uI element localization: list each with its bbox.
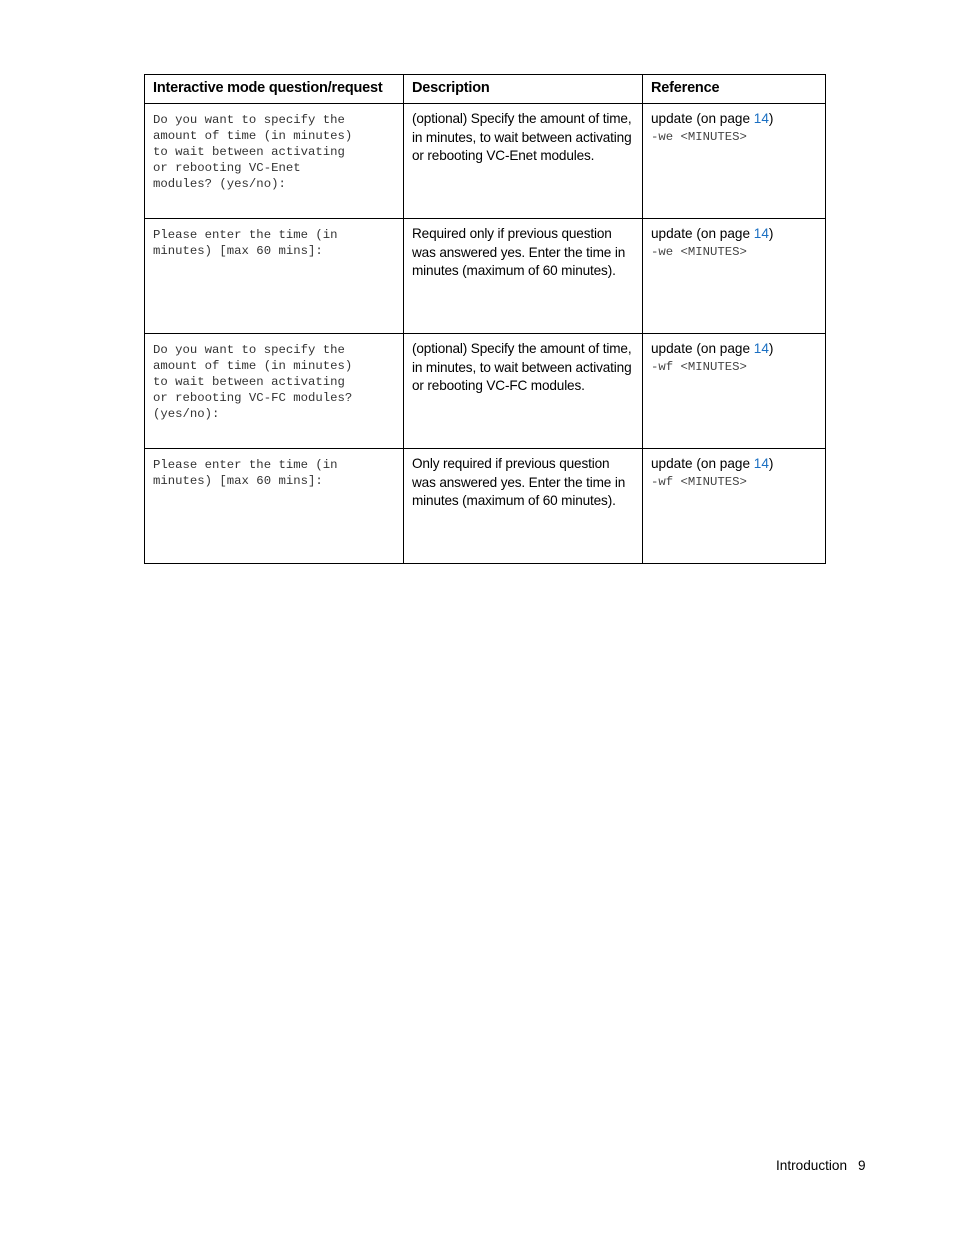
question-text: Please enter the time (in minutes) [max 60 mins]:	[153, 228, 338, 258]
description-cell	[404, 449, 643, 564]
description-text: (optional) Specify the amount of time, in minutes, to wait between activating or rebooting VC-Enet modules.	[412, 111, 632, 163]
page-link[interactable]: 14	[753, 111, 769, 126]
header-reference: Reference	[643, 75, 826, 104]
table-row	[145, 334, 826, 449]
reference-table	[144, 74, 826, 564]
question-text: Please enter the time (in minutes) [max 60 mins]:	[153, 458, 338, 488]
footer-section: Introduction	[776, 1158, 848, 1173]
reference-cell	[643, 219, 826, 334]
description-cell	[404, 219, 643, 334]
question-cell	[145, 449, 404, 564]
table-row	[145, 449, 826, 564]
footer-page-number: 9	[858, 1158, 866, 1173]
reference-cell	[643, 334, 826, 449]
header-description: Description	[404, 75, 643, 104]
reference-cell	[643, 104, 826, 219]
reference-suffix: )	[768, 226, 774, 241]
question-cell	[145, 104, 404, 219]
page-footer	[776, 1158, 866, 1173]
header-question: Interactive mode question/request	[145, 75, 404, 104]
reference-prefix: update (on page	[651, 341, 754, 356]
table-header-row	[145, 75, 826, 104]
question-cell	[145, 334, 404, 449]
reference-line	[651, 225, 817, 244]
reference-cell	[643, 449, 826, 564]
page-link[interactable]: 14	[753, 456, 769, 471]
question-cell	[145, 219, 404, 334]
description-text: (optional) Specify the amount of time, in minutes, to wait between activating or rebooting VC-FC modules.	[412, 341, 632, 393]
reference-prefix: update (on page	[651, 226, 754, 241]
description-cell	[404, 334, 643, 449]
description-cell	[404, 104, 643, 219]
reference-code: -wf <MINUTES>	[651, 359, 747, 374]
reference-line	[651, 340, 817, 359]
question-text: Do you want to specify the amount of time (in minutes) to wait between activating or rebooting VC-Enet modules? (yes/no):	[153, 113, 353, 191]
reference-line	[651, 110, 817, 129]
reference-prefix: update (on page	[651, 456, 754, 471]
reference-code: -we <MINUTES>	[651, 129, 747, 144]
page-link[interactable]: 14	[753, 226, 769, 241]
reference-suffix: )	[768, 341, 774, 356]
reference-suffix: )	[768, 456, 774, 471]
table-row	[145, 219, 826, 334]
description-text: Required only if previous question was answered yes. Enter the time in minutes (maximum of 60 minutes).	[412, 226, 626, 278]
question-text: Do you want to specify the amount of time (in minutes) to wait between activating or rebooting VC-FC modules? (yes/no):	[153, 343, 353, 421]
reference-prefix: update (on page	[651, 111, 754, 126]
reference-line	[651, 455, 817, 474]
reference-suffix: )	[768, 111, 774, 126]
reference-code: -wf <MINUTES>	[651, 474, 747, 489]
page-link[interactable]: 14	[753, 341, 769, 356]
description-text: Only required if previous question was answered yes. Enter the time in minutes (maximum of 60 minutes).	[412, 456, 626, 508]
table-row	[145, 104, 826, 219]
reference-code: -we <MINUTES>	[651, 244, 747, 259]
